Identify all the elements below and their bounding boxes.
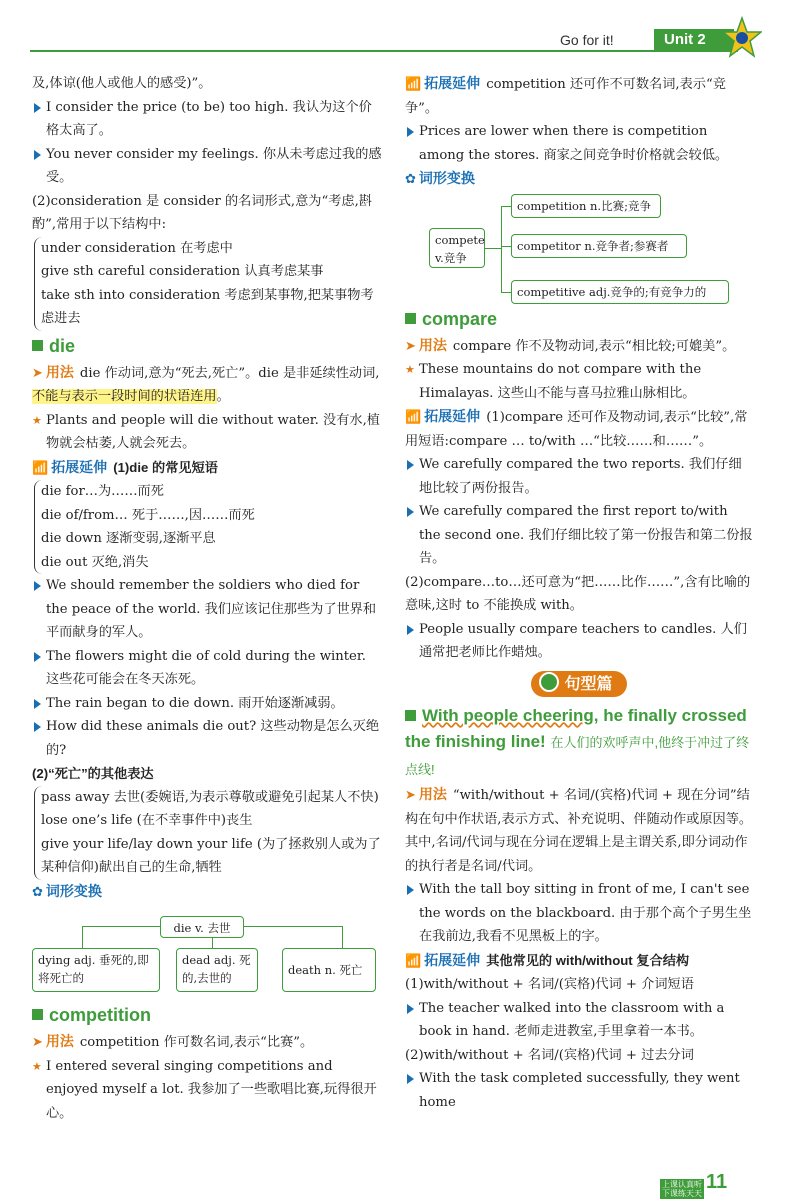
paragraph: (2)compare…to…还可意为“把……比作……”,含有比喻的意味,这时 to 不能换成 with。	[405, 574, 751, 613]
wifi-icon: 📶	[32, 460, 49, 476]
example-sentence: Prices are lower when there is competition among the stores. 商家之间竞争时价格就会较低。	[405, 120, 753, 167]
paper-plane-icon: ➤	[405, 338, 416, 354]
phrase-item: lose one’s life (在不幸事件中)丧生	[41, 813, 253, 828]
example-sentence: The teacher walked into the classroom with a book in hand. 老师走进教室,手里拿着一本书。	[405, 997, 753, 1044]
wifi-icon: 📶	[405, 410, 422, 425]
example-sentence: ★ Plants and people will die without water. 没有水,植物就会枯萎,人就会死去。	[32, 409, 382, 456]
globe-icon	[539, 672, 559, 692]
phrase-item: take sth into consideration 考虑到某事物,把某事物考虑进去	[41, 287, 374, 326]
usage-note: ➤ 用法 die 作动词,意为“死去,死亡”。die 是非延续性动词,不能与表示一段时间的状语连用。	[32, 363, 380, 404]
example-sentence: ★ These mountains do not compare with the Himalayas. 这些山不能与喜马拉雅山脉相比。	[405, 358, 753, 405]
star-mascot-icon	[722, 16, 762, 60]
form-item: death n. 死亡	[282, 948, 376, 992]
section-heading-die: die	[32, 335, 382, 359]
example-sentence: We carefully compared the first report to/with the second one. 我们仔细比较了第一份报告和第二份报告。	[405, 500, 753, 571]
square-bullet-icon	[32, 340, 43, 351]
extension-note: 📶 拓展延伸 其他常见的 with/without 复合结构	[405, 949, 753, 974]
page-header	[0, 0, 800, 62]
phrase-item: under consideration 在考虑中	[41, 240, 233, 256]
example-sentence: The flowers might die of cold during the winter. 这些花可能会在冬天冻死。	[32, 645, 382, 692]
paper-plane-icon: ➤	[405, 788, 416, 803]
unit-badge: Unit 2	[654, 29, 734, 51]
key-sentence: With people cheering, he finally crossed the finishing line! 在人们的欢呼声中,他终于冲过了终点线!	[405, 706, 750, 777]
paper-plane-icon: ➤	[32, 365, 43, 381]
square-bullet-icon	[405, 710, 416, 721]
wifi-icon: 📶	[405, 953, 422, 969]
phrase-item: give your life/lay down your life (为了拯救别人或为了某种信仰)献出自己的生命,牺牲	[41, 836, 381, 875]
word-form-diagram	[32, 904, 382, 1000]
paper-plane-icon: ➤	[32, 1035, 43, 1050]
phrase-item: give sth careful consideration 认真考虑某事	[41, 264, 324, 279]
form-item: competition n.比赛;竞争	[511, 194, 661, 218]
usage-note: ➤ 用法 compare 作不及物动词,表示“相比较;可媲美”。	[405, 334, 753, 359]
form-heading: ✿ 词形变换	[405, 167, 753, 192]
example-sentence: ★ I entered several singing competitions and enjoyed myself a lot. 我参加了一些歌唱比赛,玩得很开心。	[32, 1055, 382, 1126]
example-sentence: With the task completed successfully, they went home	[405, 1067, 753, 1114]
example-sentence: We carefully compared the two reports. 我们仔细地比较了两份报告。	[405, 453, 753, 500]
example-sentence: How did these animals die out? 这些动物是怎么灭绝的?	[32, 715, 382, 762]
flower-icon: ✿	[405, 172, 416, 187]
square-bullet-icon	[32, 1009, 43, 1020]
highlight: 不能与表示一段时间的状语连用	[32, 389, 217, 404]
sentence-pattern-pill: 句型篇	[531, 671, 626, 698]
extension-note: 📶 拓展延伸 (1)die 的常见短语	[32, 456, 382, 481]
book-title: Go for it!	[560, 32, 614, 48]
phrase-list	[34, 480, 382, 574]
left-column	[32, 72, 382, 1125]
form-root: compete v.竞争	[429, 228, 485, 268]
form-item: competitor n.竞争者;参赛者	[511, 234, 687, 258]
extension-note: 📶 拓展延伸 competition 还可作不可数名词,表示“竞争”。	[405, 75, 726, 116]
example-sentence: You never consider my feelings. 你从未考虑过我的感受。	[32, 143, 382, 190]
flower-icon: ✿	[32, 884, 43, 900]
form-item: dead adj. 死的,去世的	[176, 948, 258, 992]
square-bullet-icon	[405, 313, 416, 324]
paragraph: (2)with/without + 名词/(宾格)代词 + 过去分词	[405, 1047, 694, 1063]
form-heading: ✿ 词形变换	[32, 880, 382, 905]
form-root: die v. 去世	[160, 916, 244, 938]
phrase-item: pass away 去世(委婉语,为表示尊敬或避免引起某人不快)	[41, 789, 379, 805]
phrase-list	[34, 786, 382, 880]
footer-tag: 上课认真听 下课练天天	[662, 1180, 702, 1198]
text-line: 及,体谅(他人或他人的感受)”。	[32, 76, 212, 91]
phrase-item: die out 灭绝,消失	[41, 554, 149, 570]
example-sentence: I consider the price (to be) too high. 我认为这个价格太高了。	[32, 96, 382, 143]
subheading: (2)“死亡”的其他表达	[32, 766, 154, 781]
page-number: 11	[706, 1171, 728, 1193]
section-heading-competition: competition	[32, 1004, 382, 1028]
right-column	[405, 72, 753, 1114]
example-sentence: We should remember the soldiers who died for the peace of the world. 我们应该记住那些为了世界和平而献身的军人。	[32, 574, 382, 645]
word-form-diagram	[405, 192, 753, 304]
paragraph: (1)with/without + 名词/(宾格)代词 + 介词短语	[405, 977, 694, 992]
usage-note: ➤ 用法 “with/without + 名词/(宾格)代词 + 现在分词”结构在句中作状语,表示方式、补充说明、伴随动作或原因等。其中,名词/代词与现在分词在逻辑上是主谓关系,即分词动作的执行者是名词/代词。	[405, 786, 753, 874]
example-sentence: With the tall boy sitting in front of me, I can't see the words on the blackboard. 由于那个高个子男生坐在我前边,我看不见黑板上的字。	[405, 878, 753, 949]
paragraph: (2)consideration 是 consider 的名词形式,意为“考虑,斟酌”,常用于以下结构中:	[32, 193, 372, 232]
example-sentence: People usually compare teachers to candles. 人们通常把老师比作蜡烛。	[405, 618, 753, 665]
extension-note: 📶 拓展延伸 (1)compare 还可作及物动词,表示“比较”,常用短语:compare … to/with …“比较……和……”。	[405, 408, 748, 449]
header-rule	[30, 50, 738, 52]
form-item: competitive adj.竞争的;有竞争力的	[511, 280, 729, 304]
usage-note: ➤ 用法 competition 作可数名词,表示“比赛”。	[32, 1030, 382, 1055]
wifi-icon: 📶	[405, 77, 422, 92]
section-banner	[405, 671, 753, 698]
phrase-item: die down 逐渐变弱,逐渐平息	[41, 531, 216, 546]
phrase-item: die for…为……而死	[41, 484, 164, 499]
form-item: dying adj. 垂死的,即将死亡的	[32, 948, 160, 992]
example-sentence: The rain began to die down. 雨开始逐渐减弱。	[32, 692, 382, 716]
section-heading-compare: compare	[405, 308, 753, 332]
phrase-item: die of/from… 死于……,因……而死	[41, 507, 255, 523]
phrase-list	[34, 237, 382, 331]
